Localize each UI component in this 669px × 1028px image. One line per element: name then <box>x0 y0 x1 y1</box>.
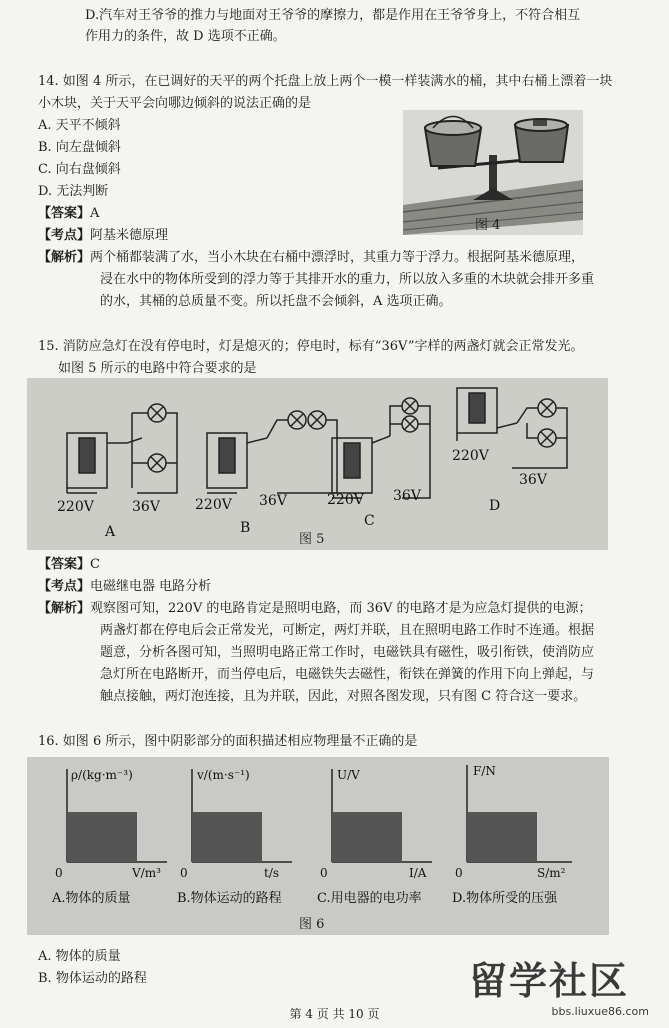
topic-value: 电磁继电器 电路分析 <box>90 579 212 594</box>
graph-b-ylabel: v/(m·s⁻¹) <box>197 768 250 782</box>
analysis-label: 【解析】 <box>38 601 91 616</box>
graph-d-caption: D.物体所受的压强 <box>452 891 558 906</box>
q15-stem-line2: 如图 5 所示的电路中符合要求的是 <box>58 361 257 376</box>
q15-analysis <box>38 600 592 618</box>
graph-c <box>317 768 432 906</box>
figure-4-caption: 图 4 <box>475 218 501 233</box>
analysis-label: 【解析】 <box>38 250 91 265</box>
q14-option-c: C. 向右盘倾斜 <box>38 162 121 177</box>
figure-5-caption: 图 5 <box>299 532 325 547</box>
graph-d <box>452 764 572 906</box>
q15-answer <box>38 556 100 574</box>
figure-4 <box>403 110 583 235</box>
circuit-b-v2: 36V <box>259 493 287 509</box>
answer-value: C <box>90 557 100 572</box>
graph-a-caption: A.物体的质量 <box>52 891 131 906</box>
q14-option-a: A. 天平不倾斜 <box>38 118 121 133</box>
graph-d-origin: 0 <box>455 866 463 880</box>
graph-a-origin: 0 <box>55 866 63 880</box>
page-footer: 第 4 页 共 10 页 <box>289 1007 380 1021</box>
q14-option-d: D. 无法判断 <box>38 184 109 199</box>
answer-value: A <box>90 206 100 221</box>
figure-5 <box>27 378 608 550</box>
q15-analysis-line2: 两盏灯都在停电后会正常发光，可断定，两灯并联，且在照明电路工作时不连通。根据 <box>100 623 595 638</box>
circuit-d-v1: 220V <box>452 448 489 464</box>
answer-label: 【答案】 <box>38 206 91 221</box>
q14-option-b: B. 向左盘倾斜 <box>38 140 121 155</box>
q16-option-b: B. 物体运动的路程 <box>38 971 147 986</box>
circuit-c-v1: 220V <box>327 492 364 508</box>
area-graphs <box>27 757 609 935</box>
topic-value: 阿基米德原理 <box>90 228 169 243</box>
graph-a-ylabel: ρ/(kg·m⁻³) <box>71 768 133 782</box>
q15-stem-line1: 15. 消防应急灯在没有停电时，灯是熄灭的；停电时，标有“36V”字样的两盏灯就会正常发光。 <box>38 339 584 354</box>
circuit-d-v2: 36V <box>519 472 547 488</box>
q14-analysis-line3: 的水，其桶的总质量不变。所以托盘不会倾斜，A 选项正确。 <box>100 294 452 309</box>
graph-b-xlabel: t/s <box>264 866 280 880</box>
topic-label: 【考点】 <box>38 579 91 594</box>
graph-c-xlabel: I/A <box>409 866 427 880</box>
circuit-a <box>67 404 177 493</box>
analysis-line1: 观察图可知，220V 的电路肯定是照明电路，而 36V 的电路才是为应急灯提供的电源； <box>90 601 592 616</box>
circuit-c-v2: 36V <box>393 488 421 504</box>
q15-analysis-line3: 题意，分析各图可知，当照明电路正常工作时，电磁铁具有磁性，吸引衔铁，使消防应 <box>100 645 595 660</box>
q14-stem-line2: 小木块，关于天平会向哪边倾斜的说法正确的是 <box>38 96 312 111</box>
graph-b-caption: B.物体运动的路程 <box>177 891 282 906</box>
graph-c-caption: C.用电器的电功率 <box>317 891 422 906</box>
q13-option-d-line1: D.汽车对王爷爷的推力与地面对王爷爷的摩擦力，都是作用在王爷爷身上，不符合相互 <box>85 8 581 23</box>
analysis-line1: 两个桶都装满了水，当小木块在右桶中漂浮时，其重力等于浮力。根据阿基米德原理， <box>90 250 585 265</box>
figure-6 <box>27 757 609 935</box>
graph-a <box>51 768 167 906</box>
answer-label: 【答案】 <box>38 557 91 572</box>
graph-b-origin: 0 <box>180 866 188 880</box>
q14-stem-line1: 14. 如图 4 所示，在已调好的天平的两个托盘上放上两个一模一样装满水的桶，其中右桶上漂着一块 <box>38 74 613 89</box>
graph-b <box>177 768 292 906</box>
graph-d-ylabel: F/N <box>473 764 496 778</box>
q16-stem: 16. 如图 6 所示，图中阴影部分的面积描述相应物理量不正确的是 <box>38 734 418 749</box>
q14-answer <box>38 205 99 223</box>
circuit-b-letter: B <box>240 520 251 536</box>
circuit-diagrams <box>27 378 608 550</box>
circuit-c <box>332 398 430 498</box>
figure-6-caption: 图 6 <box>299 917 325 932</box>
circuit-d-letter: D <box>489 498 501 514</box>
q14-analysis <box>38 249 584 267</box>
graph-c-ylabel: U/V <box>337 768 360 782</box>
graph-c-origin: 0 <box>320 866 328 880</box>
circuit-a-letter: A <box>105 524 116 540</box>
circuit-c-letter: C <box>364 513 375 529</box>
q13-option-d-line2: 作用力的条件，故 D 选项不正确。 <box>85 29 286 44</box>
q15-topic <box>38 578 211 596</box>
topic-label: 【考点】 <box>38 228 91 243</box>
circuit-b <box>207 411 337 493</box>
circuit-a-v1: 220V <box>57 499 94 515</box>
q14-topic <box>38 227 168 245</box>
watermark-url: bbs.liuxue86.com <box>551 1005 649 1018</box>
circuit-b-v1: 220V <box>195 497 232 513</box>
q14-analysis-line2: 浸在水中的物体所受到的浮力等于其排开水的重力，所以放入多重的木块就会排开多重 <box>100 272 595 287</box>
circuit-a-v2: 36V <box>132 499 160 515</box>
watermark-logo: 留学社区 <box>469 959 630 1003</box>
graph-d-xlabel: S/m² <box>537 866 566 880</box>
q15-analysis-line4: 急灯所在电路断开，而当停电后，电磁铁失去磁性，衔铁在弹簧的作用下向上弹起，与 <box>100 667 595 682</box>
q15-analysis-line5: 触点接触，两灯泡连接，且为并联，因此，对照各图发现，只有图 C 符合这一要求。 <box>100 689 587 704</box>
graph-a-xlabel: V/m³ <box>132 866 161 880</box>
q16-option-a: A. 物体的质量 <box>38 949 121 964</box>
